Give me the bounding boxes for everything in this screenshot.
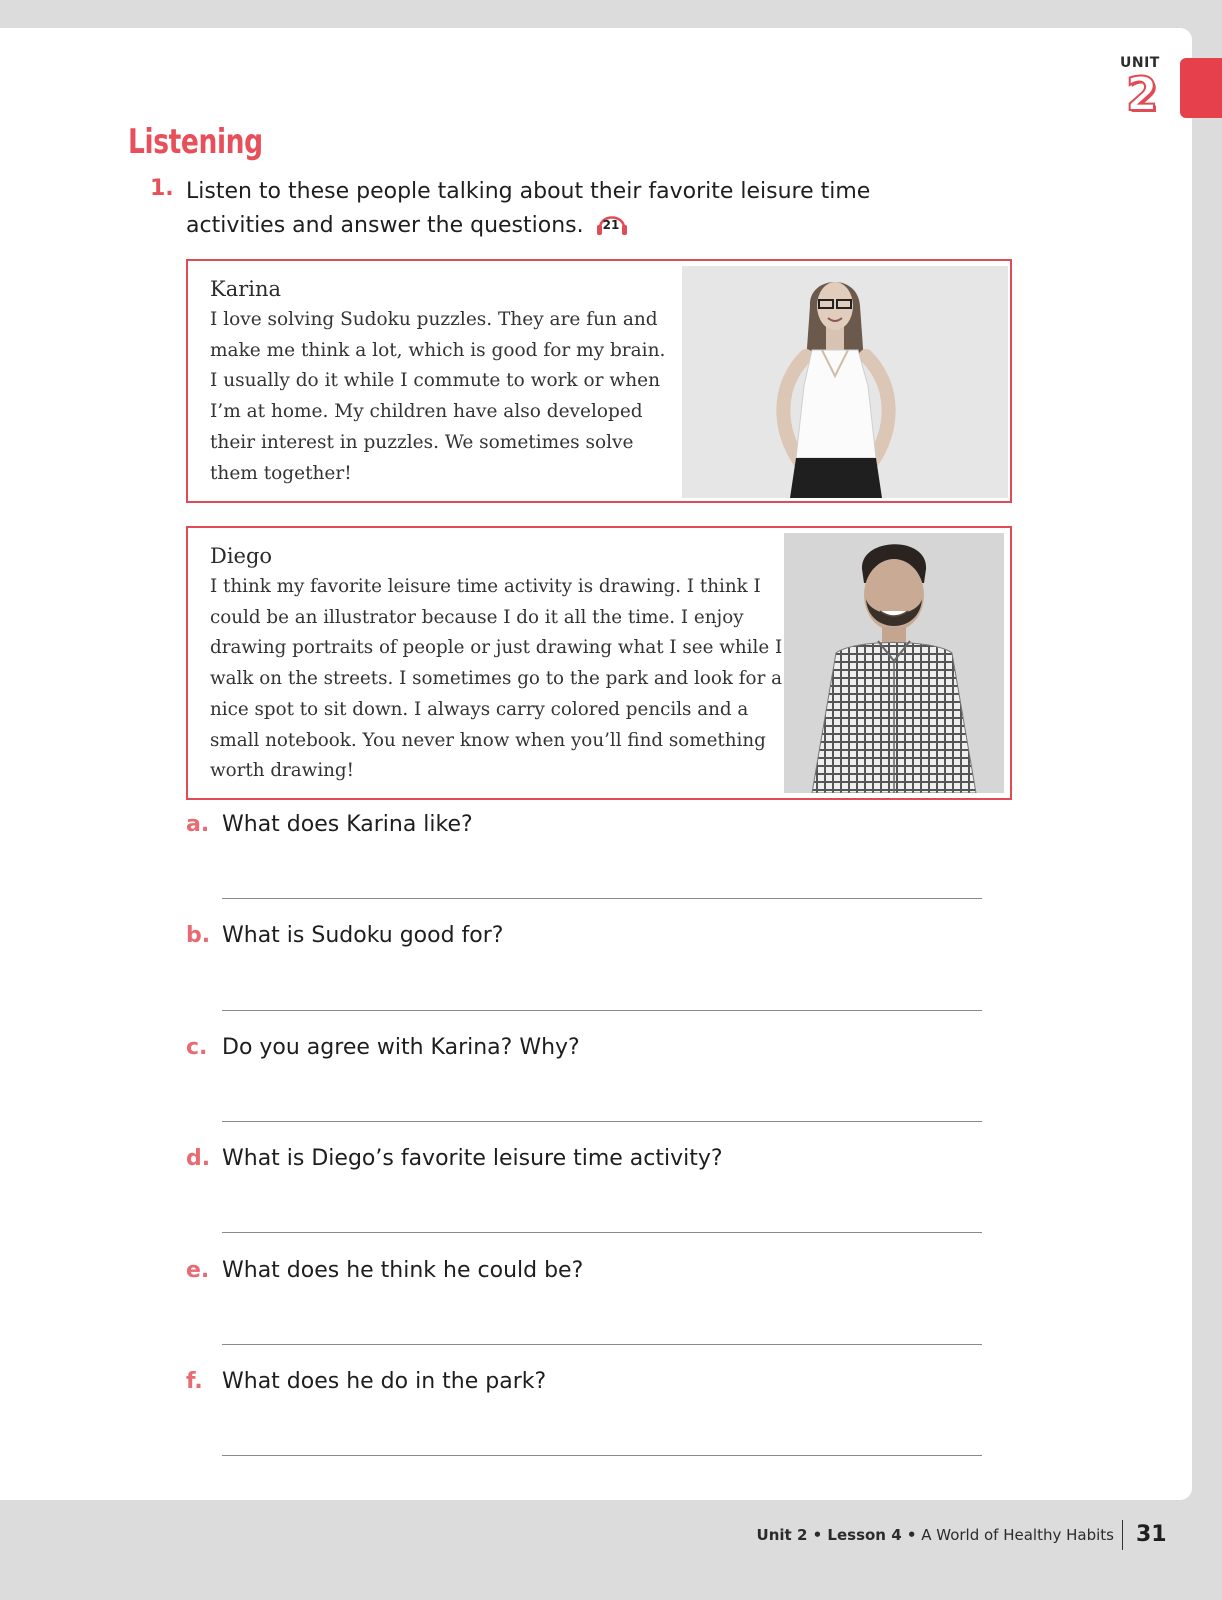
karina-name: Karina (210, 277, 282, 301)
footer-title: A World of Healthy Habits (916, 1526, 1114, 1544)
question-letter: e. (186, 1258, 210, 1283)
question-letter: a. (186, 812, 210, 837)
question-letter: b. (186, 923, 211, 948)
diego-text: I think my favorite leisure time activity is drawing. I think I could be an illustrator because I do it all the time. I enjoy drawing portraits of people or just drawing what I see while I walk on the streets. I sometimes go to the park and look for a nice spot to sit down. I always carry colored pencils and a small notebook. You never know when you’ll find something worth drawing! (210, 576, 783, 782)
section-title: Listening (128, 122, 263, 162)
page-number: 31 (1136, 1522, 1167, 1547)
question-a (186, 812, 986, 872)
unit-number: 2 (1126, 67, 1159, 121)
unit-tab (1180, 58, 1222, 118)
question-letter: d. (186, 1146, 211, 1171)
question-text: What does Karina like? (222, 812, 473, 837)
question-f (186, 1369, 986, 1429)
karina-text-box (186, 259, 1012, 503)
question-b (186, 923, 986, 983)
question-e (186, 1258, 986, 1318)
diego-photo (784, 533, 1004, 793)
question-text: Do you agree with Karina? Why? (222, 1035, 580, 1060)
answer-line-f[interactable] (222, 1455, 982, 1456)
karina-photo (682, 266, 1008, 498)
question-text: What does he think he could be? (222, 1258, 584, 1283)
headphones-icon[interactable] (595, 208, 629, 238)
diego-text-box (186, 526, 1012, 800)
audio-track-number: 21 (602, 218, 620, 232)
question-letter: f. (186, 1369, 203, 1394)
question-c (186, 1035, 986, 1095)
answer-line-c[interactable] (222, 1121, 982, 1122)
answer-line-e[interactable] (222, 1344, 982, 1345)
footer-unit-lesson: Unit 2 • Lesson 4 • (756, 1526, 917, 1544)
question-text: What is Diego’s favorite leisure time activity? (222, 1146, 723, 1171)
question-letter: c. (186, 1035, 208, 1060)
question-text: What does he do in the park? (222, 1369, 547, 1394)
answer-line-b[interactable] (222, 1010, 982, 1011)
answer-line-a[interactable] (222, 898, 982, 899)
page-footer (757, 1526, 1114, 1544)
answer-line-d[interactable] (222, 1232, 982, 1233)
footer-divider (1122, 1520, 1123, 1550)
diego-name: Diego (210, 544, 273, 568)
exercise-instruction (186, 176, 916, 242)
instruction-text: Listen to these people talking about their favorite leisure time activities and answer the questions. (186, 179, 871, 238)
exercise-number: 1. (150, 176, 174, 201)
unit-label: UNIT (1120, 55, 1160, 71)
karina-text: I love solving Sudoku puzzles. They are fun and make me think a lot, which is good for my brain. I usually do it while I commute to work or when I’m at home. My children have also developed their interest in puzzles. We sometimes solve them together! (210, 309, 666, 484)
question-d (186, 1146, 986, 1206)
question-text: What is Sudoku good for? (222, 923, 504, 948)
